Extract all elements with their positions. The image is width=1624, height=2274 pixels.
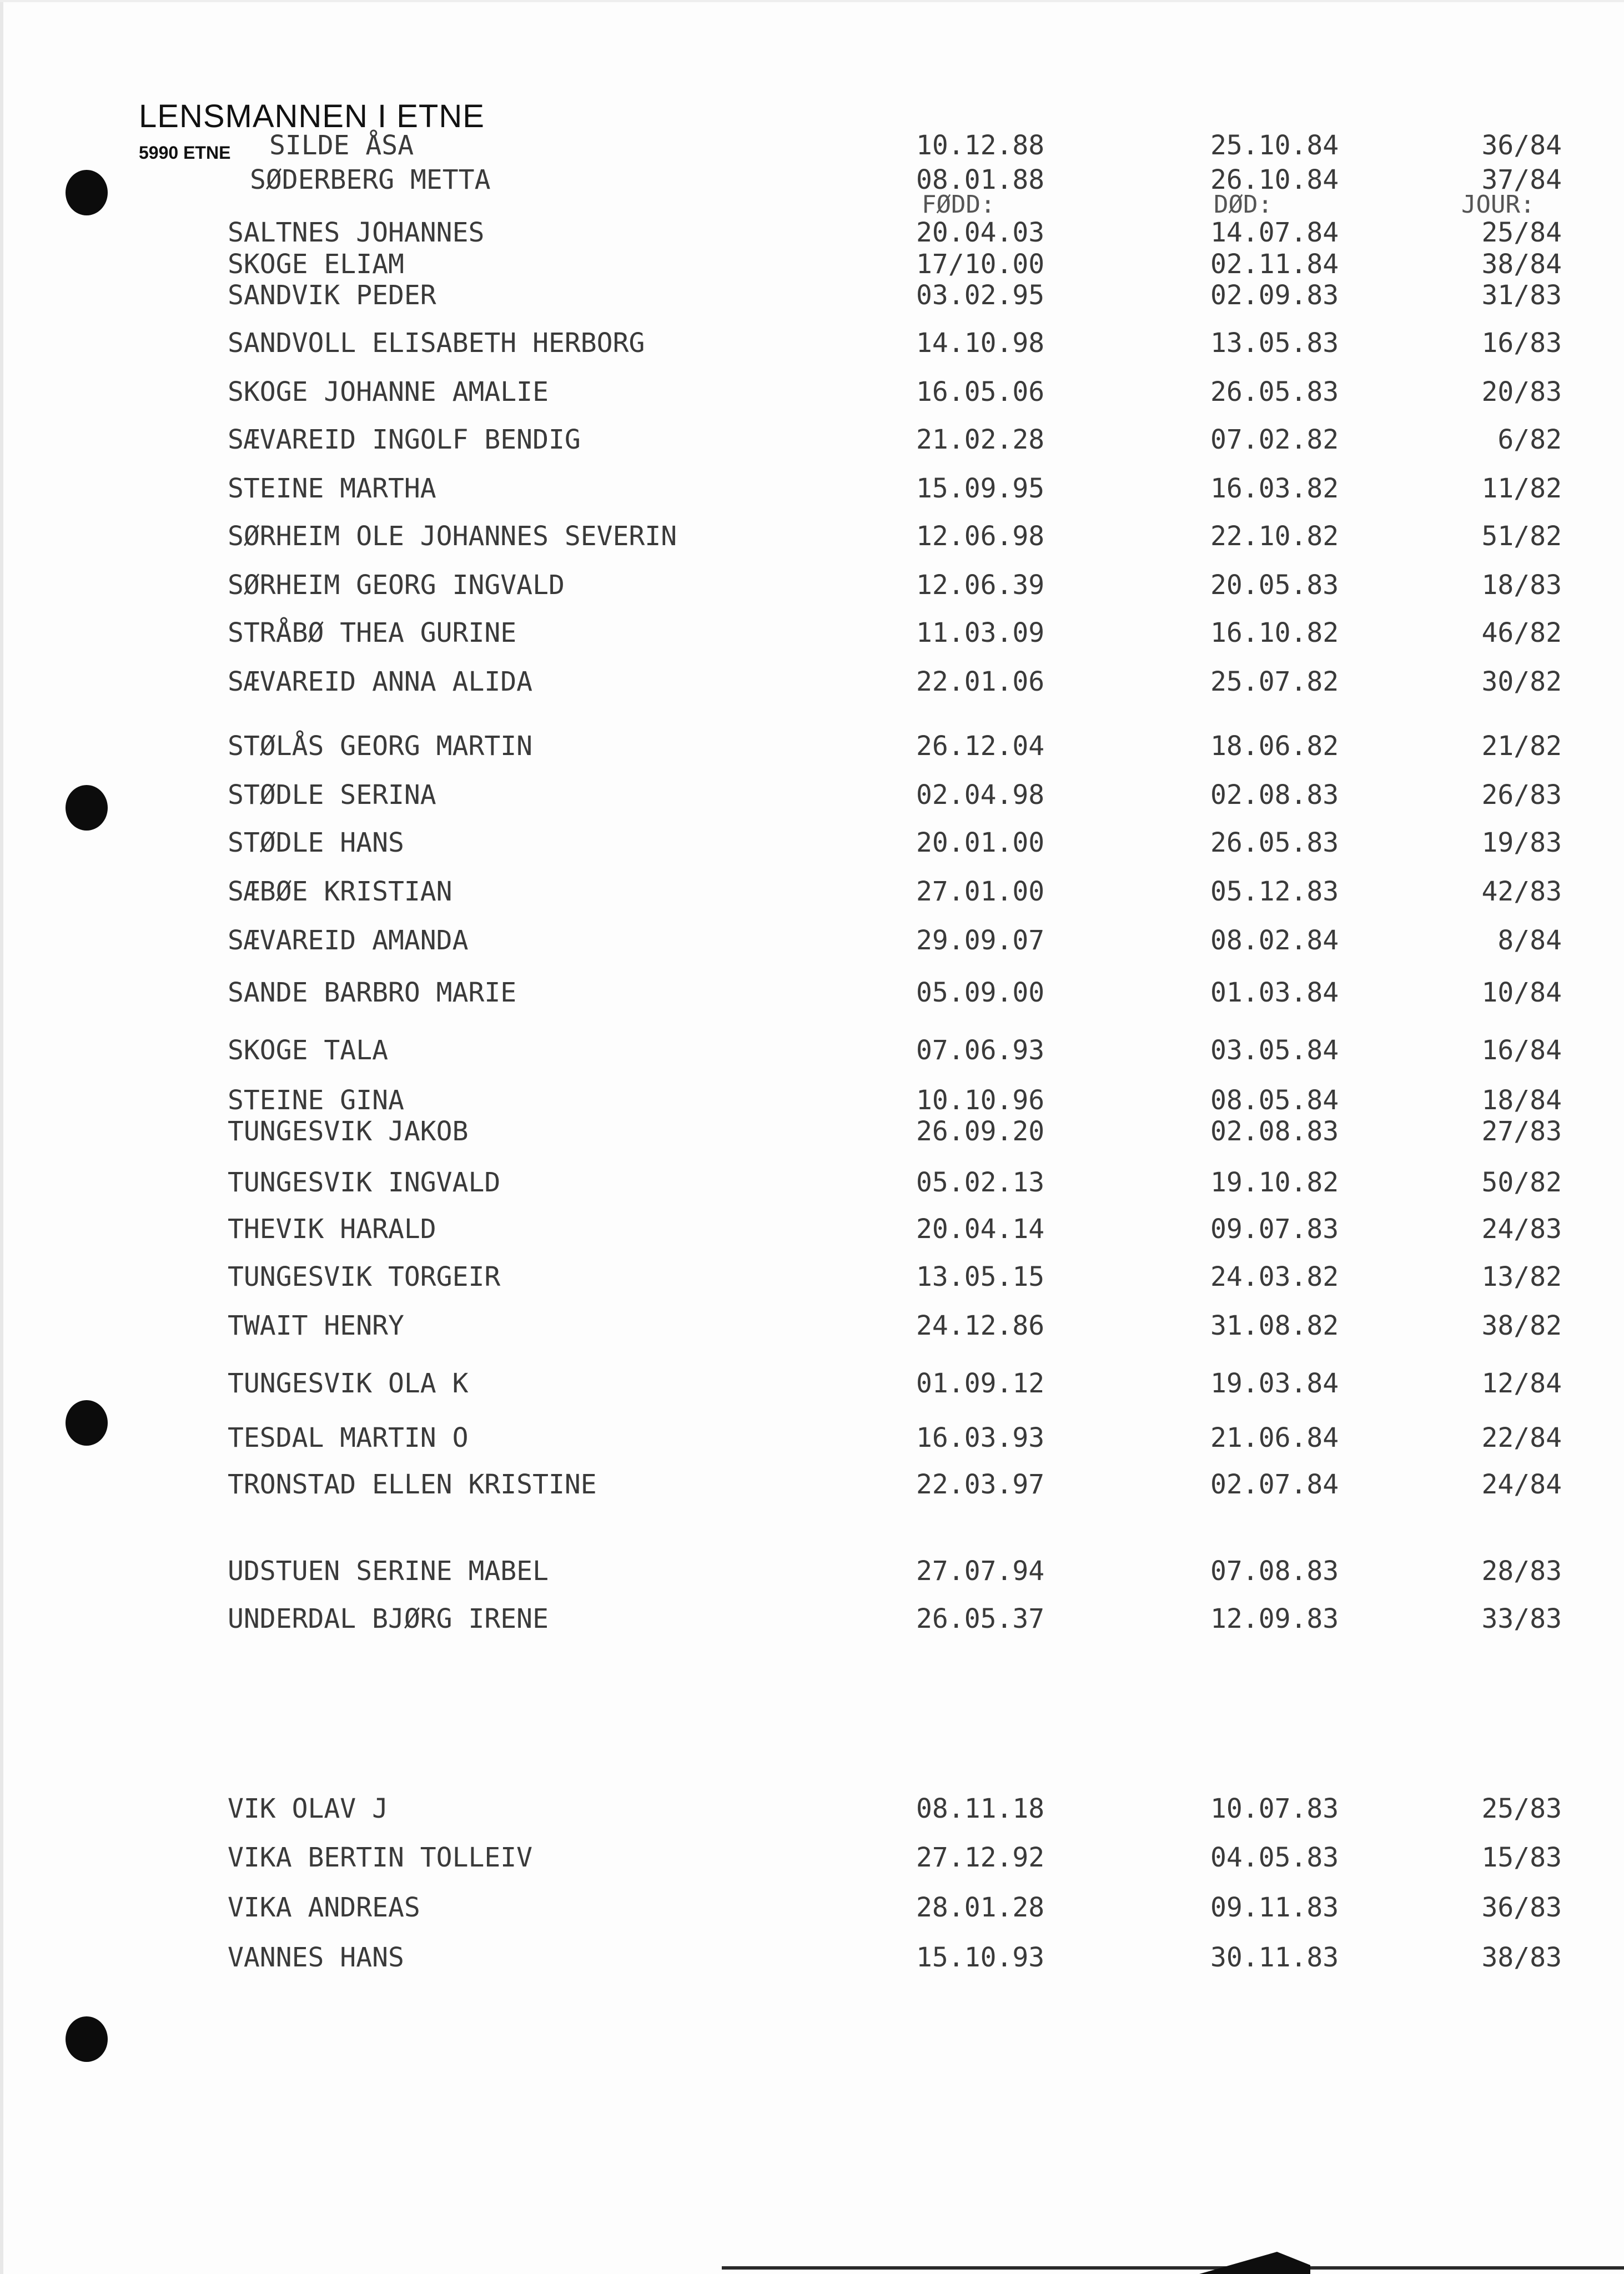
entry-journal-number: 26/83: [1481, 779, 1562, 811]
entry-journal-number: 21/82: [1481, 731, 1562, 762]
entry-death-date: 30.11.83: [1210, 1942, 1339, 1973]
register-row: [0, 1795, 1624, 1829]
entry-death-date: 09.11.83: [1210, 1892, 1339, 1923]
letterhead-office: LENSMANNEN I ETNE: [139, 98, 485, 134]
entry-born-date: 29.09.07: [916, 925, 1045, 956]
entry-name: TUNGESVIK OLA K: [228, 1368, 469, 1399]
entry-death-date: 18.06.82: [1210, 731, 1339, 762]
entry-born-date: 13.05.15: [916, 1261, 1045, 1292]
entry-journal-number: 6/82: [1497, 424, 1562, 455]
entry-born-date: 01.09.12: [916, 1368, 1045, 1399]
entry-born-date: 12.06.39: [916, 570, 1045, 601]
register-row: [0, 979, 1624, 1013]
column-label-died: DØD:: [1214, 190, 1273, 219]
entry-journal-number: 22/84: [1481, 1422, 1562, 1453]
entry-name: SANDVIK PEDER: [228, 280, 436, 311]
entry-born-date: 26.12.04: [916, 731, 1045, 762]
entry-name: SKOGE ELIAM: [228, 249, 404, 280]
entry-journal-number: 20/83: [1481, 376, 1562, 407]
entry-born-date: 27.07.94: [916, 1556, 1045, 1587]
entry-born-date: 14.10.98: [916, 328, 1045, 359]
register-row: [0, 668, 1624, 702]
entry-death-date: 03.05.84: [1210, 1035, 1339, 1066]
entry-journal-number: 27/83: [1481, 1116, 1562, 1147]
entry-death-date: 19.03.84: [1210, 1368, 1339, 1399]
register-row: [0, 1261, 1624, 1297]
entry-journal-number: 25/84: [1481, 217, 1562, 248]
register-row: [0, 1944, 1624, 1978]
entry-death-date: 02.08.83: [1210, 1116, 1339, 1147]
register-row: [0, 282, 1624, 315]
entry-name: VIK OLAV J: [228, 1793, 388, 1824]
entry-born-date: 12.06.98: [916, 521, 1045, 552]
entry-journal-number: 31/83: [1481, 280, 1562, 311]
entry-born-date: 22.01.06: [916, 666, 1045, 697]
entry-born-date: 08.11.18: [916, 1793, 1045, 1824]
entry-name: UNDERDAL BJØRG IRENE: [228, 1603, 549, 1634]
entry-name: VIKA BERTIN TOLLEIV: [228, 1842, 533, 1873]
entry-born-date: 05.02.13: [916, 1167, 1045, 1198]
register-row: [0, 733, 1624, 766]
entry-born-date: 27.12.92: [916, 1842, 1045, 1873]
entry-journal-number: 33/83: [1481, 1603, 1562, 1634]
entry-death-date: 08.02.84: [1210, 925, 1339, 956]
register-row: [0, 617, 1624, 653]
register-row: [0, 1471, 1624, 1505]
entry-born-date: 28.01.28: [916, 1892, 1045, 1923]
register-row: [0, 376, 1624, 412]
entry-name: SANDVOLL ELISABETH HERBORG: [228, 328, 645, 359]
register-row: [0, 330, 1624, 363]
page-edge-top: [0, 0, 1624, 2]
register-row: [0, 878, 1624, 912]
entry-journal-number: 13/82: [1481, 1261, 1562, 1292]
entry-name: SØRHEIM OLE JOHANNES SEVERIN: [228, 521, 677, 552]
punch-hole: [66, 2016, 108, 2062]
register-row: [0, 1422, 1624, 1458]
entry-name: STRÅBØ THEA GURINE: [228, 617, 517, 648]
entry-name: SALTNES JOHANNES: [228, 217, 485, 248]
entry-journal-number: 30/82: [1481, 666, 1562, 697]
scan-artifact: [1199, 2252, 1310, 2274]
register-row: [0, 829, 1624, 863]
entry-journal-number: 16/84: [1481, 1035, 1562, 1066]
entry-journal-number: 36/84: [1481, 130, 1562, 161]
entry-born-date: 24.12.86: [916, 1310, 1045, 1341]
entry-death-date: 02.08.83: [1210, 779, 1339, 811]
column-label-born: FØDD:: [922, 190, 995, 219]
register-row: [0, 1312, 1624, 1346]
entry-born-date: 20.01.00: [916, 827, 1045, 858]
entry-death-date: 04.05.83: [1210, 1842, 1339, 1873]
entry-death-date: 08.05.84: [1210, 1085, 1339, 1116]
entry-name: STØDLE HANS: [228, 827, 404, 858]
entry-name: TWAIT HENRY: [228, 1310, 404, 1341]
register-row: [0, 1370, 1624, 1403]
entry-born-date: 07.06.93: [916, 1035, 1045, 1066]
entry-born-date: 10.12.88: [916, 130, 1045, 161]
entry-journal-number: 15/83: [1481, 1842, 1562, 1873]
entry-born-date: 26.09.20: [916, 1116, 1045, 1147]
entry-death-date: 26.10.84: [1210, 164, 1339, 195]
entry-name: UDSTUEN SERINE MABEL: [228, 1556, 549, 1587]
entry-born-date: 20.04.14: [916, 1214, 1045, 1245]
letterhead-place: 5990 ETNE: [139, 143, 231, 163]
entry-death-date: 02.11.84: [1210, 249, 1339, 280]
entry-name: STEINE GINA: [228, 1085, 404, 1116]
entry-name: SÆBØE KRISTIAN: [228, 876, 452, 907]
register-row: [0, 251, 1624, 284]
register-row: [0, 1037, 1624, 1070]
entry-death-date: 02.07.84: [1210, 1469, 1339, 1500]
register-row: [0, 1169, 1624, 1203]
entry-death-date: 05.12.83: [1210, 876, 1339, 907]
entry-born-date: 17/10.00: [916, 249, 1045, 280]
entry-journal-number: 38/83: [1481, 1942, 1562, 1973]
entry-born-date: 15.09.95: [916, 473, 1045, 504]
register-row: [0, 426, 1624, 460]
entry-name: SKOGE TALA: [228, 1035, 388, 1066]
register-row: [0, 779, 1624, 815]
entry-journal-number: 10/84: [1481, 977, 1562, 1008]
entry-born-date: 03.02.95: [916, 280, 1045, 311]
entry-name: SÆVAREID AMANDA: [228, 925, 469, 956]
entry-born-date: 20.04.03: [916, 217, 1045, 248]
register-row: [0, 219, 1624, 253]
entry-born-date: 10.10.96: [916, 1085, 1045, 1116]
entry-journal-number: 51/82: [1481, 521, 1562, 552]
entry-journal-number: 37/84: [1481, 164, 1562, 195]
entry-name: VIKA ANDREAS: [228, 1892, 420, 1923]
register-row: [0, 1894, 1624, 1928]
entry-name: SÆVAREID INGOLF BENDIG: [228, 424, 581, 455]
register-row: [0, 164, 1624, 200]
entry-death-date: 07.08.83: [1210, 1556, 1339, 1587]
entry-death-date: 25.10.84: [1210, 130, 1339, 161]
entry-death-date: 16.03.82: [1210, 473, 1339, 504]
entry-name: TESDAL MARTIN O: [228, 1422, 469, 1453]
entry-born-date: 27.01.00: [916, 876, 1045, 907]
register-row: [0, 132, 1624, 165]
register-row: [0, 1558, 1624, 1591]
entry-born-date: 02.04.98: [916, 779, 1045, 811]
register-row: [0, 1087, 1624, 1120]
entry-name: STØLÅS GEORG MARTIN: [228, 731, 533, 762]
register-row: [0, 523, 1624, 556]
entry-born-date: 05.09.00: [916, 977, 1045, 1008]
register-row: [0, 475, 1624, 509]
entry-born-date: 15.10.93: [916, 1942, 1045, 1973]
register-row: [0, 1118, 1624, 1151]
entry-journal-number: 12/84: [1481, 1368, 1562, 1399]
entry-name: SKOGE JOHANNE AMALIE: [228, 376, 549, 407]
entry-born-date: 08.01.88: [916, 164, 1045, 195]
entry-journal-number: 24/83: [1481, 1214, 1562, 1245]
register-row: [0, 1603, 1624, 1639]
entry-name: STEINE MARTHA: [228, 473, 436, 504]
entry-name: SØRHEIM GEORG INGVALD: [228, 570, 565, 601]
entry-death-date: 31.08.82: [1210, 1310, 1339, 1341]
entry-born-date: 22.03.97: [916, 1469, 1045, 1500]
entry-death-date: 10.07.83: [1210, 1793, 1339, 1824]
entry-name: SANDE BARBRO MARIE: [228, 977, 517, 1008]
entry-death-date: 21.06.84: [1210, 1422, 1339, 1453]
register-row: [0, 1844, 1624, 1878]
entry-death-date: 12.09.83: [1210, 1603, 1339, 1634]
entry-death-date: 24.03.82: [1210, 1261, 1339, 1292]
entry-journal-number: 38/84: [1481, 249, 1562, 280]
entry-name: TRONSTAD ELLEN KRISTINE: [228, 1469, 597, 1500]
entry-death-date: 09.07.83: [1210, 1214, 1339, 1245]
entry-death-date: 02.09.83: [1210, 280, 1339, 311]
register-row: [0, 572, 1624, 605]
entry-journal-number: 8/84: [1497, 925, 1562, 956]
entry-death-date: 13.05.83: [1210, 328, 1339, 359]
entry-death-date: 16.10.82: [1210, 617, 1339, 648]
entry-journal-number: 18/84: [1481, 1085, 1562, 1116]
entry-journal-number: 24/84: [1481, 1469, 1562, 1500]
entry-name: THEVIK HARALD: [228, 1214, 436, 1245]
entry-journal-number: 19/83: [1481, 827, 1562, 858]
entry-journal-number: 42/83: [1481, 876, 1562, 907]
entry-journal-number: 11/82: [1481, 473, 1562, 504]
entry-born-date: 16.03.93: [916, 1422, 1045, 1453]
entry-journal-number: 36/83: [1481, 1892, 1562, 1923]
entry-name: SÆVAREID ANNA ALIDA: [228, 666, 533, 697]
entry-born-date: 16.05.06: [916, 376, 1045, 407]
entry-name: VANNES HANS: [228, 1942, 404, 1973]
register-row: [0, 927, 1624, 960]
entry-name: TUNGESVIK TORGEIR: [228, 1261, 501, 1292]
entry-death-date: 20.05.83: [1210, 570, 1339, 601]
entry-journal-number: 25/83: [1481, 1793, 1562, 1824]
entry-death-date: 14.07.84: [1210, 217, 1339, 248]
column-label-journal: JOUR:: [1461, 190, 1535, 219]
entry-death-date: 25.07.82: [1210, 666, 1339, 697]
entry-born-date: 21.02.28: [916, 424, 1045, 455]
entry-journal-number: 50/82: [1481, 1167, 1562, 1198]
entry-name: TUNGESVIK INGVALD: [228, 1167, 501, 1198]
scan-artifact: [722, 2266, 1624, 2270]
entry-death-date: 26.05.83: [1210, 827, 1339, 858]
entry-journal-number: 28/83: [1481, 1556, 1562, 1587]
entry-name: SØDERBERG METTA: [250, 164, 491, 195]
entry-death-date: 01.03.84: [1210, 977, 1339, 1008]
entry-born-date: 26.05.37: [916, 1603, 1045, 1634]
entry-name: SILDE ÅSA: [269, 130, 414, 161]
entry-death-date: 22.10.82: [1210, 521, 1339, 552]
entry-name: TUNGESVIK JAKOB: [228, 1116, 469, 1147]
entry-death-date: 19.10.82: [1210, 1167, 1339, 1198]
register-row: [0, 1216, 1624, 1249]
entry-death-date: 07.02.82: [1210, 424, 1339, 455]
entry-journal-number: 18/83: [1481, 570, 1562, 601]
entry-death-date: 26.05.83: [1210, 376, 1339, 407]
entry-journal-number: 46/82: [1481, 617, 1562, 648]
entry-journal-number: 38/82: [1481, 1310, 1562, 1341]
entry-journal-number: 16/83: [1481, 328, 1562, 359]
entry-born-date: 11.03.09: [916, 617, 1045, 648]
entry-name: STØDLE SERINA: [228, 779, 436, 811]
